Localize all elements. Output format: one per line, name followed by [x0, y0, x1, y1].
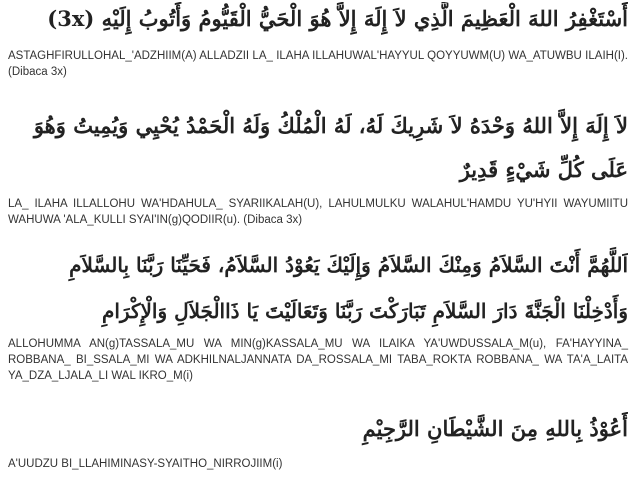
- transliteration-tahlil: LA_ ILAHA ILLALLOHU WA'HDAHULA_ SYARIIKALAH(U), LAHULMULKU WALAHUL'HAMDU YU'HYII WAYUMIITU WAHUWA 'ALA_KULLI SYAI'IN(g)QODIIR(u). (Dibaca 3x): [8, 198, 628, 226]
- arabic-taawudz: أَعُوْذُ بِاللهِ مِنَ الشَّيْطَانِ الرَّجِيْمِ: [362, 416, 628, 441]
- transliteration-taawudz: A'UUDZU BI_LLAHIMINASY-SYAITHO_NIRROJIIM(i): [8, 458, 283, 470]
- arabic-allohumma-antassalam: اَللَّهُمَّ أَنْتَ السَّلاَمُ وَمِنْكَ السَّلاَمُ وَإِلَيْكَ يَعُوْدُ السَّلاَمُ، فَحَيِّنَا رَبَّنَا بِالسَّلاَمِ وَأَدْخِلْنَا الْجَنَّةَ دَارَ السَّلاَمِ تَبَارَكْتَ رَبَّنَا وَتَعَالَيْتَ يَا ذَاالْجَلاَلِ وَالْإِكْرَامِ: [69, 253, 628, 323]
- transliteration-allohumma-antassalam: ALLOHUMMA AN(g)TASSALA_MU WA MIN(g)KASSALA_MU WA ILAIKA YA'UWDUSSALA_M(u), FA'HAYYINA_ ROBBANA_ BI_SSALA_MI WA ADKHILNALJANNATA DA_ROSSALA_MI TABA_ROKTA ROBBANA_ WA TA'A_LAITA YA_DZA_LJALA_LI WAL IKRO_M(i): [8, 338, 628, 382]
- arabic-tahlil: لاَ إِلَهَ إِلاَّ اللهُ وَحْدَهُ لاَ شَرِيكَ لَهُ، لَهُ الْمُلْكُ وَلَهُ الْحَمْدُ يُحْيِي وَيُمِيتُ وَهُوَ عَلَى كُلِّ شَيْءٍ قَدِيرٌ: [33, 113, 628, 182]
- transliteration-istighfar: ASTAGHFIRULLOHAL_'ADZHIIM(A) ALLADZII LA_ ILAHA ILLAHUWAL'HAYYUL QOYYUWM(U) WA_ATUWBU ILAIH(I). (Dibaca 3x): [8, 50, 628, 78]
- arabic-istighfar: أَسْتَغْفِرُ اللهَ الْعَظِيمَ الَّذِي لاَ إِلَهَ إِلاَّ هُوَ الْحَيُّ الْقَيُّومُ وَأَتُوبُ إِلَيْهِ (3x): [47, 6, 628, 31]
